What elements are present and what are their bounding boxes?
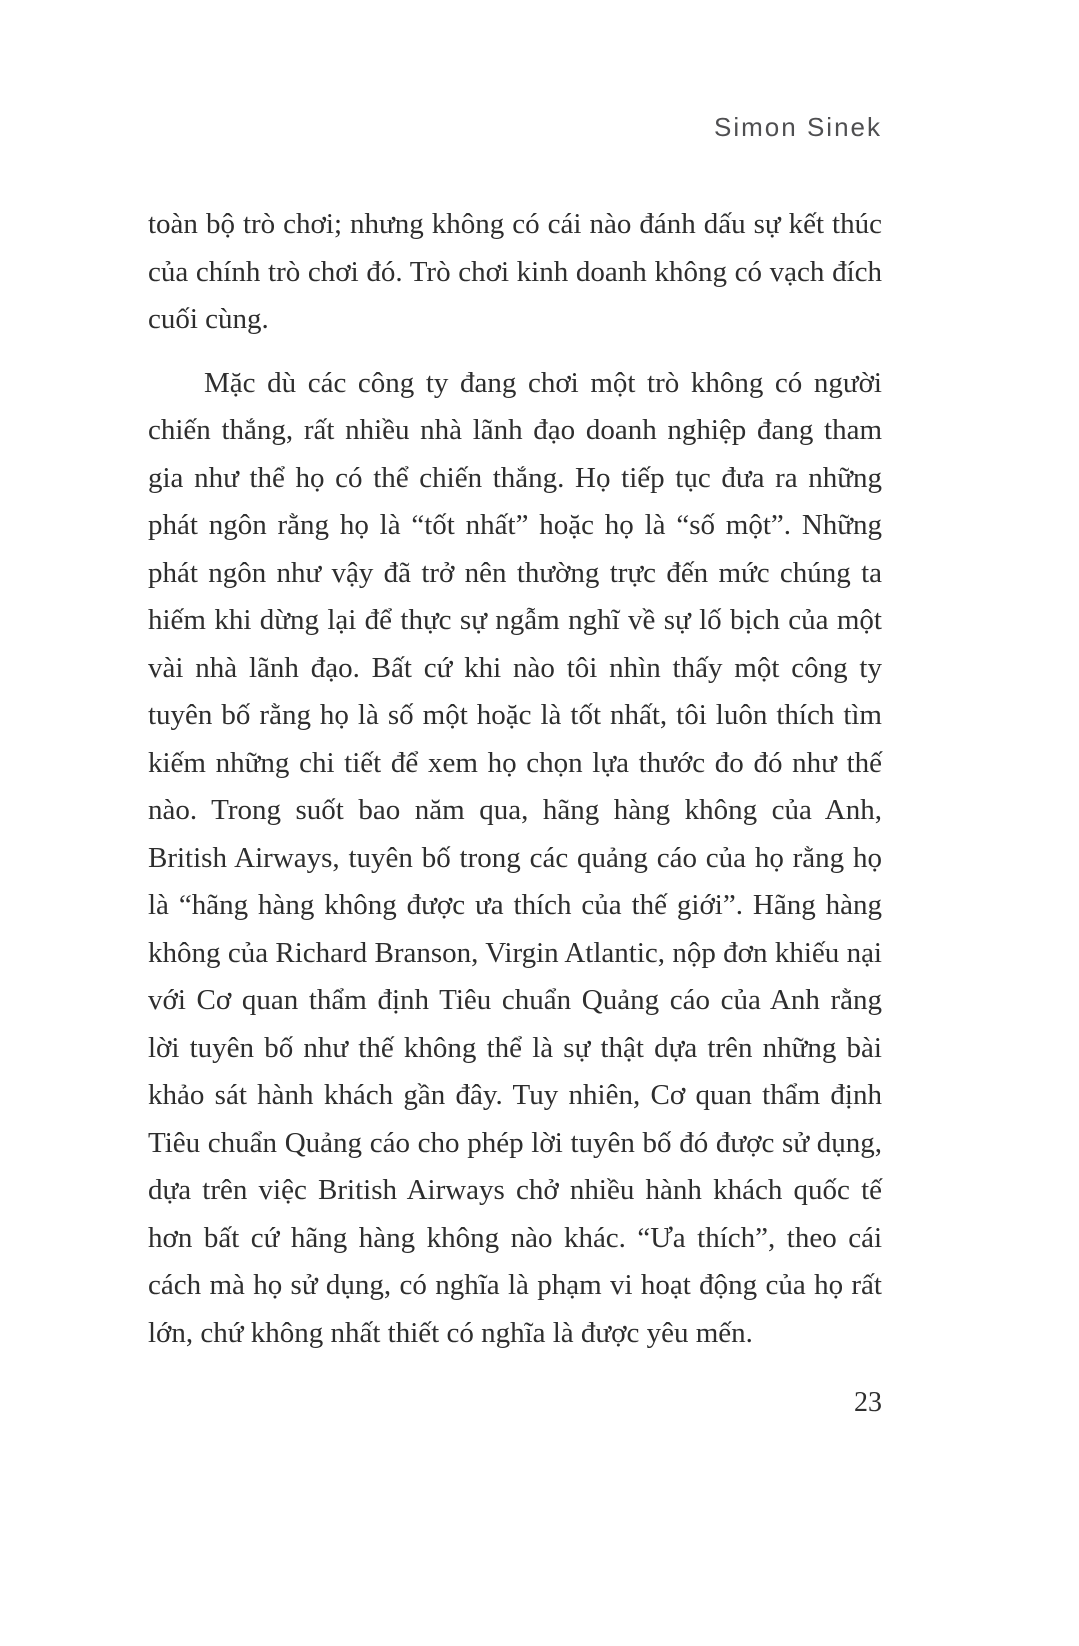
page-number: 23 <box>854 1387 882 1418</box>
paragraph-main: Mặc dù các công ty đang chơi một trò không có người chiến thắng, rất nhiều nhà lãnh đạo doanh nghiệp đang tham gia như thể họ có thể chiến thắng. Họ tiếp tục đưa ra những phát ngôn rằng họ là “tốt nhất” hoặc họ là “số một”. Những phát ngôn như vậy đã trở nên thường trực đến mức chúng ta hiếm khi dừng lại để thực sự ngẫm nghĩ về sự lố bịch của một vài nhà lãnh đạo. Bất cứ khi nào tôi nhìn thấy một công ty tuyên bố rằng họ là số một hoặc là tốt nhất, tôi luôn thích tìm kiếm những chi tiết để xem họ chọn lựa thước đo đó như thế nào. Trong suốt bao năm qua, hãng hàng không của Anh, British Airways, tuyên bố trong các quảng cáo của họ rằng họ là “hãng hàng không được ưa thích của thế giới”. Hãng hàng không của Richard Branson, Virgin Atlantic, nộp đơn khiếu nại với Cơ quan thẩm định Tiêu chuẩn Quảng cáo của Anh rằng lời tuyên bố như thế không thể là sự thật dựa trên những bài khảo sát hành khách gần đây. Tuy nhiên, Cơ quan thẩm định Tiêu chuẩn Quảng cáo cho phép lời tuyên bố đó được sử dụng, dựa trên việc British Airways chở nhiều hành khách quốc tế hơn bất cứ hãng hàng không nào khác. “Ưa thích”, theo cái cách mà họ sử dụng, có nghĩa là phạm vi hoạt động của họ rất lớn, chứ không nhất thiết có nghĩa là được yêu mến. <box>148 366 882 1349</box>
page-body <box>148 201 882 1357</box>
running-header-author: Simon Sinek <box>714 112 882 142</box>
paragraph-continuation: toàn bộ trò chơi; nhưng không có cái nào đánh dấu sự kết thúc của chính trò chơi đó. Trò chơi kinh doanh không có vạch đích cuối cùng. <box>148 208 882 335</box>
